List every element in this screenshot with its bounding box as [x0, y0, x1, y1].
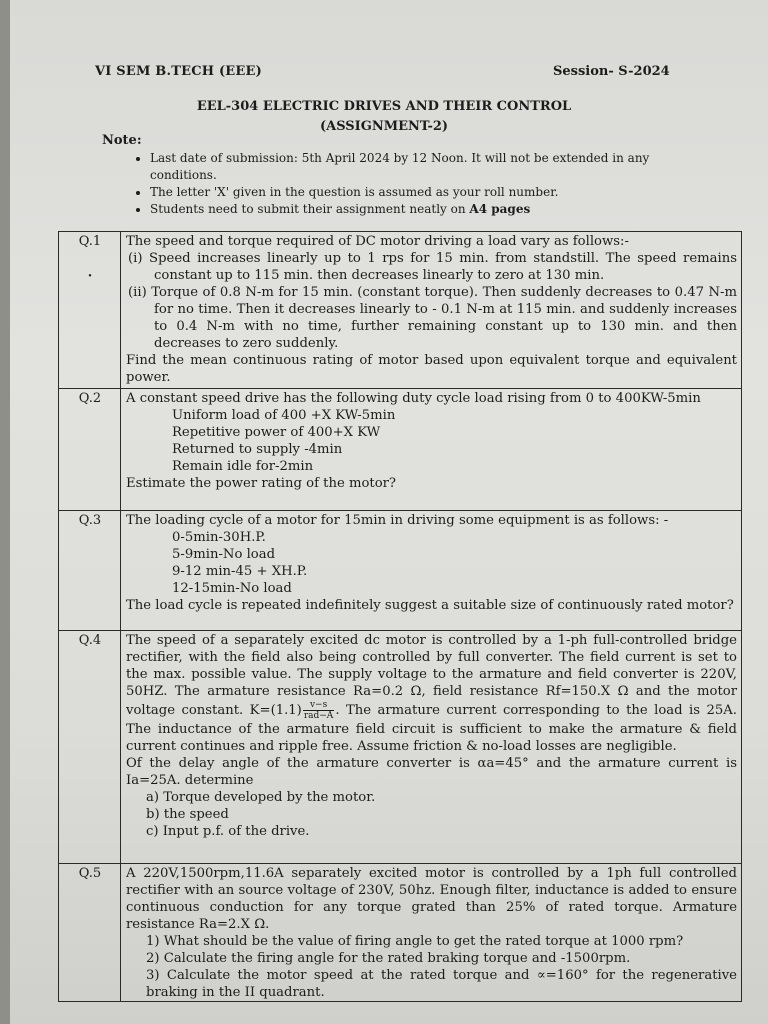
question-part: 3) Calculate the motor speed at the rated torque and ∝=160° for the regenerative braking in the II quadrant. — [146, 968, 737, 1000]
note-list — [128, 150, 710, 218]
question-row — [59, 389, 742, 511]
note-item-bold: A4 pages — [469, 202, 531, 216]
question-text — [121, 864, 742, 1002]
question-part: b) the speed — [146, 807, 229, 822]
assignment-label: (ASSIGNMENT-2) — [319, 119, 449, 134]
question-line: Uniform load of 400 +X KW-5min — [172, 408, 396, 423]
question-line: 0-5min-30H.P. — [172, 530, 266, 545]
question-number — [59, 232, 121, 389]
question-part: (ii) Torque of 0.8 N-m for 15 min. (constant torque). Then suddenly decreases to 0.47 N-m for no time. Then it decreases linearly to - 0.1 N-m at 115 min. and suddenly increases to 0.4 N-m with no time, further remaining constant up to 130 min. and then decreases to zero suddenly. — [128, 285, 737, 351]
fraction-numerator: v−s — [303, 700, 334, 711]
questions-table — [58, 231, 742, 1002]
question-line: 5-9min-No load — [172, 547, 276, 562]
question-body: A 220V,1500rpm,11.6A separately excited motor is controlled by a 1ph full controlled rectifier with an source voltage of 230V, 50hz. Enough filter, inductance is added to ensure continuous conduction for any torque grated than 25% of rated torque. Armature resistance Ra=2.X Ω. — [126, 866, 737, 932]
question-line: Remain idle for-2min — [172, 459, 314, 474]
question-body — [126, 632, 737, 755]
course-name: EEL-304 ELECTRIC DRIVES AND THEIR CONTROL — [196, 99, 572, 114]
program-label: VI SEM B.TECH (EEE) — [95, 64, 262, 79]
question-intro: A constant speed drive has the following duty cycle load rising from 0 to 400KW-5min — [126, 391, 701, 406]
question-part: c) Input p.f. of the drive. — [146, 824, 310, 839]
question-text — [121, 631, 742, 864]
question-part: 1) What should be the value of firing angle to get the rated torque at 1000 rpm? — [146, 934, 684, 949]
question-line: 9-12 min-45 + XH.P. — [172, 564, 308, 579]
question-part: a) Torque developed by the motor. — [146, 790, 376, 805]
question-text — [121, 232, 742, 389]
question-ask: The load cycle is repeated indefinitely suggest a suitable size of continuously rated motor? — [126, 598, 734, 613]
question-intro: The loading cycle of a motor for 15min in driving some equipment is as follows: - — [126, 513, 669, 528]
question-row — [59, 511, 742, 631]
question-part: 2) Calculate the firing angle for the rated braking torque and -1500rpm. — [146, 951, 631, 966]
question-line: Repetitive power of 400+X KW — [172, 425, 381, 440]
course-title — [0, 97, 768, 137]
question-part: (i) Speed increases linearly up to 1 rps for 15 min. from standstill. The speed remains constant up to 115 min. then decreases linearly to zero at 130 min. — [128, 251, 737, 283]
bullet-mark: · — [87, 269, 93, 284]
question-row — [59, 631, 742, 864]
question-intro: The speed and torque required of DC motor driving a load vary as follows:- — [126, 234, 629, 249]
question-line: 12-15min-No load — [172, 581, 292, 596]
question-ask: Of the delay angle of the armature converter is αa=45° and the armature current is Ia=25A. determine — [126, 756, 737, 788]
voltage-constant-fraction — [303, 700, 334, 721]
question-body-text: The speed of a separately excited dc motor is controlled by a 1-ph full-controlled bridge rectifier, with the field also being controlled by full converter. The field current is set to the max. possible value. The supply voltage to the armature and field converter is 220V, 50HZ. The armature resistance Ra=0.2 Ω, field resistance Rf=150.X Ω and the motor voltage constant. K=(1.1) — [126, 633, 737, 718]
question-body-text: . The armature current corresponding to the load is 25A. The inductance of the armature field circuit is sufficient to make the armature & field current continues and ripple free. Assume friction & no-load losses are negligible. — [126, 703, 737, 754]
question-row — [59, 232, 742, 389]
question-ask: Find the mean continuous rating of motor based upon equivalent torque and equivalent power. — [126, 353, 737, 385]
question-number: Q.2 — [59, 389, 121, 511]
note-item: • Last date of submission: 5th April 2024 by 12 Noon. It will not be extended in any conditions. — [150, 150, 710, 184]
question-line: Returned to supply -4min — [172, 442, 343, 457]
question-number: Q.4 — [59, 631, 121, 864]
question-text — [121, 389, 742, 511]
question-ask: Estimate the power rating of the motor? — [126, 476, 397, 491]
note-label: Note: — [102, 133, 142, 148]
fraction-denominator: rad−A — [303, 711, 334, 721]
note-item-text: Students need to submit their assignment neatly on — [150, 202, 466, 216]
note-item: • The letter 'X' given in the question is assumed as your roll number. — [150, 184, 710, 201]
question-number: Q.5 — [59, 864, 121, 1002]
question-number: Q.3 — [59, 511, 121, 631]
session-label: Session- S-2024 — [553, 64, 670, 79]
note-item — [150, 201, 710, 218]
question-row — [59, 864, 742, 1002]
question-text — [121, 511, 742, 631]
question-number-text: Q.1 — [78, 234, 102, 249]
